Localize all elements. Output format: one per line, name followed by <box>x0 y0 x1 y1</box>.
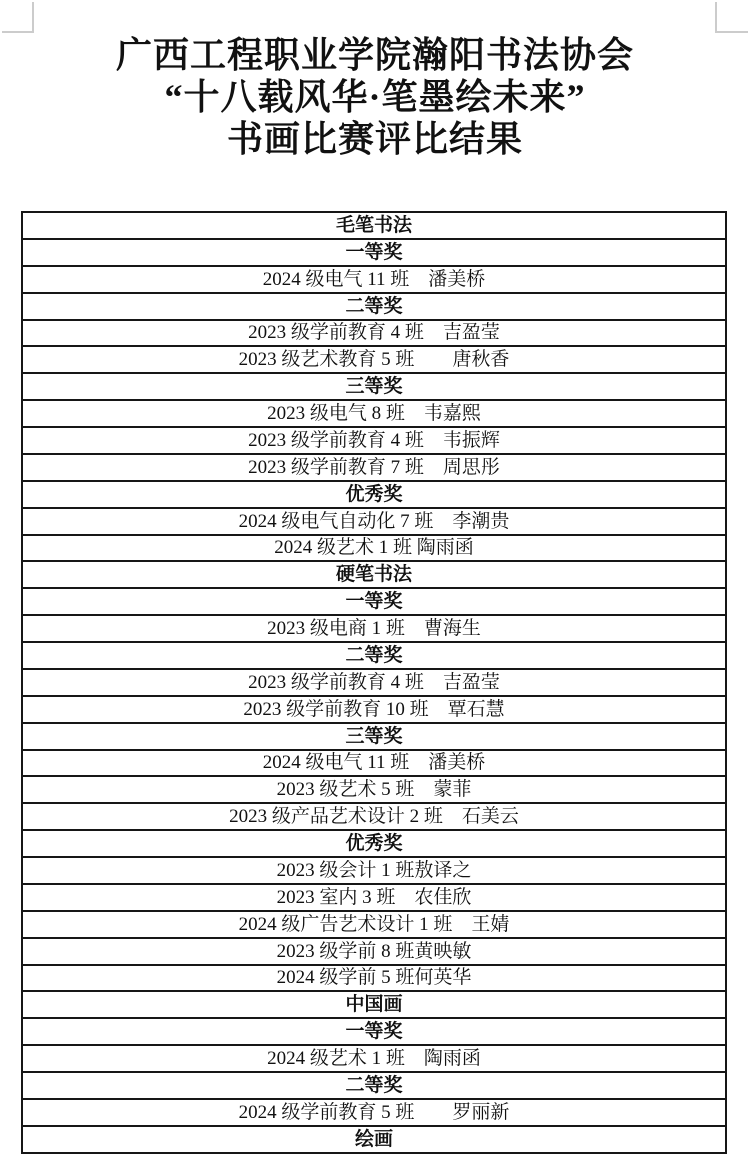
winner-cell: 2024 级广告艺术设计 1 班 王婧 <box>22 911 726 938</box>
table-row <box>22 588 726 615</box>
page-margin-crop-mark-left <box>2 2 34 33</box>
table-row <box>22 830 726 857</box>
category-cell: 中国画 <box>22 991 726 1018</box>
table-row <box>22 1099 726 1126</box>
title-line-1: 广西工程职业学院瀚阳书法协会 <box>115 35 634 75</box>
winner-cell: 2023 级电商 1 班 曹海生 <box>22 615 726 642</box>
award-level-cell: 二等奖 <box>22 293 726 320</box>
table-row <box>22 481 726 508</box>
table-row <box>22 561 726 588</box>
table-row <box>22 1072 726 1099</box>
table-row <box>22 1018 726 1045</box>
winner-cell: 2023 级学前教育 4 班 韦振辉 <box>22 427 726 454</box>
table-row <box>22 266 726 293</box>
table-row <box>22 293 726 320</box>
table-row <box>22 400 726 427</box>
table-row <box>22 346 726 373</box>
table-row <box>22 911 726 938</box>
document-title <box>0 34 750 160</box>
category-cell: 绘画 <box>22 1126 726 1153</box>
table-row <box>22 723 726 750</box>
award-level-cell: 三等奖 <box>22 373 726 400</box>
winner-cell: 2024 级电气 11 班 潘美桥 <box>22 266 726 293</box>
winner-cell: 2023 级电气 8 班 韦嘉熙 <box>22 400 726 427</box>
table-row <box>22 615 726 642</box>
table-row <box>22 750 726 777</box>
winner-cell: 2023 级艺术 5 班 蒙菲 <box>22 776 726 803</box>
table-row <box>22 803 726 830</box>
table-row <box>22 373 726 400</box>
table-row <box>22 1126 726 1153</box>
award-level-cell: 一等奖 <box>22 1018 726 1045</box>
award-level-cell: 优秀奖 <box>22 830 726 857</box>
winner-cell: 2024 级艺术 1 班 陶雨函 <box>22 535 726 562</box>
winner-cell: 2024 级电气自动化 7 班 李潮贵 <box>22 508 726 535</box>
table-row <box>22 454 726 481</box>
category-cell: 硬笔书法 <box>22 561 726 588</box>
table-row <box>22 884 726 911</box>
award-level-cell: 一等奖 <box>22 239 726 266</box>
results-table <box>21 211 727 1154</box>
results-table-container <box>21 211 727 1154</box>
winner-cell: 2024 级艺术 1 班 陶雨函 <box>22 1045 726 1072</box>
title-line-2: “十八载风华·笔墨绘未来” <box>164 77 586 117</box>
winner-cell: 2024 级学前 5 班何英华 <box>22 965 726 992</box>
winner-cell: 2023 级学前教育 4 班 吉盈莹 <box>22 669 726 696</box>
table-row <box>22 508 726 535</box>
table-row <box>22 938 726 965</box>
table-row <box>22 857 726 884</box>
table-row <box>22 776 726 803</box>
winner-cell: 2023 级学前教育 10 班 覃石慧 <box>22 696 726 723</box>
table-row <box>22 1045 726 1072</box>
award-level-cell: 二等奖 <box>22 1072 726 1099</box>
winner-cell: 2023 级会计 1 班敖译之 <box>22 857 726 884</box>
table-row <box>22 991 726 1018</box>
title-line-3: 书画比赛评比结果 <box>226 119 523 159</box>
table-row <box>22 642 726 669</box>
table-row <box>22 427 726 454</box>
winner-cell: 2023 室内 3 班 农佳欣 <box>22 884 726 911</box>
table-row <box>22 669 726 696</box>
award-level-cell: 优秀奖 <box>22 481 726 508</box>
table-row <box>22 320 726 347</box>
award-level-cell: 三等奖 <box>22 723 726 750</box>
award-level-cell: 一等奖 <box>22 588 726 615</box>
award-level-cell: 二等奖 <box>22 642 726 669</box>
winner-cell: 2023 级学前教育 4 班 吉盈莹 <box>22 320 726 347</box>
page-margin-crop-mark-right <box>715 2 748 33</box>
category-cell: 毛笔书法 <box>22 212 726 239</box>
table-row <box>22 965 726 992</box>
winner-cell: 2024 级电气 11 班 潘美桥 <box>22 750 726 777</box>
table-row <box>22 212 726 239</box>
table-row <box>22 535 726 562</box>
winner-cell: 2023 级产品艺术设计 2 班 石美云 <box>22 803 726 830</box>
table-row <box>22 696 726 723</box>
winner-cell: 2023 级学前教育 7 班 周思彤 <box>22 454 726 481</box>
winner-cell: 2023 级学前 8 班黄映敏 <box>22 938 726 965</box>
winner-cell: 2023 级艺术教育 5 班 唐秋香 <box>22 346 726 373</box>
winner-cell: 2024 级学前教育 5 班 罗丽新 <box>22 1099 726 1126</box>
table-row <box>22 239 726 266</box>
